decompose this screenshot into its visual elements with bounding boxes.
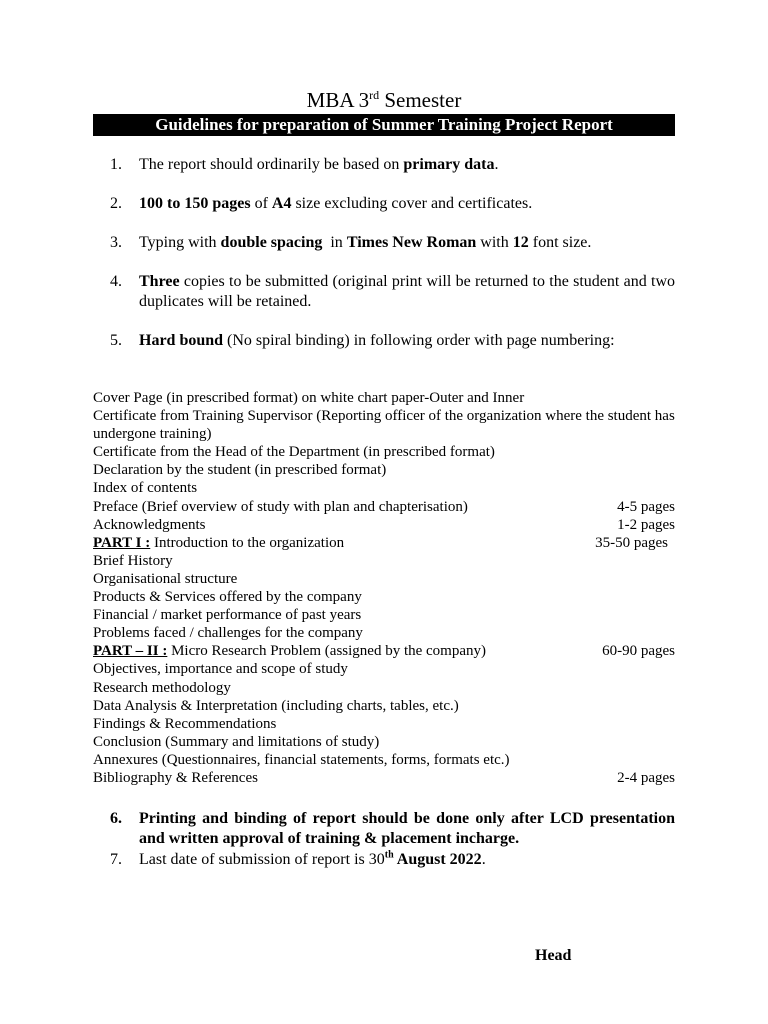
list-item-7: 7. Last date of submission of report is 30th August 2022. bbox=[110, 849, 486, 868]
contents-row: Preface (Brief overview of study with plan and chapterisation) 4-5 pages bbox=[93, 498, 675, 515]
contents-row: Problems faced / challenges for the company bbox=[93, 625, 363, 642]
guidelines-banner: Guidelines for preparation of Summer Training Project Report bbox=[93, 114, 675, 136]
contents-row: Financial / market performance of past years bbox=[93, 607, 362, 624]
page-title: MBA 3rd Semester bbox=[306, 88, 462, 112]
contents-row: Bibliography & References 2-4 pages bbox=[93, 769, 675, 786]
page-count: 35-50 pages bbox=[595, 534, 668, 551]
contents-row: Products & Services offered by the company bbox=[93, 589, 362, 606]
list-item-5: 5. Hard bound (No spiral binding) in following order with page numbering: bbox=[110, 332, 615, 349]
page-count: 2-4 pages bbox=[617, 769, 675, 786]
page-count: 4-5 pages bbox=[617, 498, 675, 515]
contents-row: Data Analysis & Interpretation (including charts, tables, etc.) bbox=[93, 697, 459, 714]
contents-row: Conclusion (Summary and limitations of study) bbox=[93, 733, 380, 750]
contents-row: Certificate from Training Supervisor (Reporting officer of the organization where the student has undergone training) bbox=[93, 408, 675, 443]
contents-row-part-1: PART I : Introduction to the organization 35-50 pages bbox=[93, 534, 668, 551]
signature-head: Head bbox=[535, 947, 572, 964]
contents-row: Organisational structure bbox=[93, 570, 238, 587]
contents-row: Findings & Recommendations bbox=[93, 715, 277, 732]
contents-row: Declaration by the student (in prescribed format) bbox=[93, 462, 387, 479]
contents-row: Research methodology bbox=[93, 679, 231, 696]
part-label: PART – II : bbox=[93, 643, 168, 660]
contents-row: Index of contents bbox=[93, 480, 198, 497]
list-item-1: 1. The report should ordinarily be based on primary data. bbox=[110, 156, 499, 173]
contents-row-part-2: PART – II : Micro Research Problem (assigned by the company) 60-90 pages bbox=[93, 643, 675, 660]
list-item-4: 4. Three copies to be submitted (original print will be returned to the student and two duplicates will be retained. bbox=[110, 273, 675, 310]
list-item-2: 2. 100 to 150 pages of A4 size excluding cover and certificates. bbox=[110, 195, 533, 212]
part-label: PART I : bbox=[93, 534, 151, 551]
contents-row: Brief History bbox=[93, 552, 173, 569]
list-item-6: 6. Printing and binding of report should be done only after LCD presentation and written approval of training & placement incharge. bbox=[110, 810, 675, 847]
page-count: 60-90 pages bbox=[602, 643, 675, 660]
contents-row: Cover Page (in prescribed format) on white chart paper-Outer and Inner bbox=[93, 390, 525, 406]
contents-row: Certificate from the Head of the Department (in prescribed format) bbox=[93, 444, 495, 461]
page-count: 1-2 pages bbox=[617, 516, 675, 533]
contents-row: Acknowledgments 1-2 pages bbox=[93, 516, 675, 533]
list-item-3: 3. Typing with double spacing in Times New Roman with 12 font size. bbox=[110, 234, 592, 251]
report-contents-list bbox=[93, 389, 675, 787]
contents-row: Objectives, importance and scope of study bbox=[93, 661, 348, 678]
contents-row: Annexures (Questionnaires, financial statements, forms, formats etc.) bbox=[93, 751, 510, 768]
